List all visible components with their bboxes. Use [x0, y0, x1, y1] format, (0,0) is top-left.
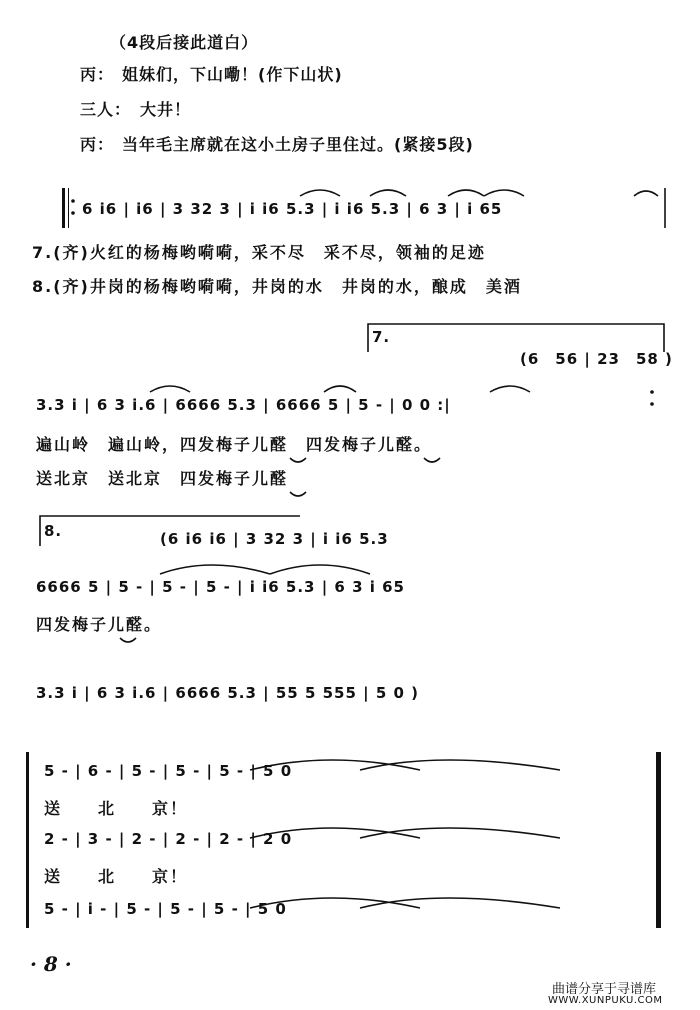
volta-bracket — [368, 324, 664, 352]
voice-2-lyric: 送 北 京！ — [44, 867, 189, 886]
voice-3-notation: 5 - | i - | 5 - | 5 - | 5 - | 5 0 — [44, 900, 287, 918]
lyric-line: 四发梅子儿醛。 — [36, 615, 163, 634]
tie — [250, 828, 420, 838]
page-number: · 8 · — [30, 952, 72, 976]
notation-line: 6 i6 | i6 | 3 32 3 | i i6 5.3 | i i6 5.3 | 6 3 | i 65 — [82, 200, 503, 218]
speaker-label: 丙： — [80, 65, 115, 84]
slur — [324, 386, 356, 392]
volta-label: 8. — [44, 522, 63, 540]
voice-1-notation: 5 - | 6 - | 5 - | 5 - | 5 - | 5 0 — [44, 762, 293, 780]
slur — [290, 492, 306, 496]
slur — [270, 565, 370, 574]
speaker-label: 三人： — [80, 100, 132, 119]
section-note: （4段后接此道白） — [110, 33, 259, 52]
intro-notation: (6 56 | 23 58 ) — [520, 350, 673, 368]
watermark-url: WWW.XUNPUKU.COM — [548, 995, 663, 1006]
dialogue-line: 当年毛主席就在这小土房子里住过。(紧接5段) — [122, 135, 474, 154]
slur — [160, 565, 270, 574]
voice-2-notation: 2 - | 3 - | 2 - | 2 - | 2 - | 2 0 — [44, 830, 293, 848]
notation-line: 6666 5 | 5 - | 5 - | 5 - | i i6 5.3 | 6 3 i 65 — [36, 578, 405, 596]
speaker-label: 丙： — [80, 135, 115, 154]
notation-line: 3.3 i | 6 3 i.6 | 6666 5.3 | 6666 5 | 5 - | 0 0 :| — [36, 396, 451, 414]
slur — [370, 190, 406, 196]
slur — [424, 458, 440, 462]
tie — [250, 898, 420, 908]
volta-bracket — [40, 516, 300, 546]
slur — [290, 458, 306, 462]
lyric-verse-7: 7.(齐)火红的杨梅哟嗬嗬，采不尽 采不尽，领袖的足迹 — [32, 243, 486, 262]
slur — [120, 638, 136, 642]
slur — [490, 386, 530, 392]
lyric-verse-8: 8.(齐)井岗的杨梅哟嗬嗬，井岗的水 井岗的水，酿成 美酒 — [32, 277, 522, 296]
volta-label: 7. — [372, 328, 391, 346]
tie — [250, 760, 420, 770]
upper-notation: (6 i6 i6 | 3 32 3 | i i6 5.3 — [160, 530, 389, 548]
slur — [634, 191, 658, 196]
lyric-line: 送北京 送北京 四发梅子儿醛 — [36, 469, 289, 488]
dialogue-line: 姐妹们，下山嘞！(作下山状) — [122, 65, 343, 84]
lyric-line: 遍山岭 遍山岭，四发梅子儿醛 四发梅子儿醛。 — [36, 435, 433, 454]
dialogue-line: 大井！ — [140, 100, 192, 119]
slur — [150, 386, 190, 392]
voice-1-lyric: 送 北 京！ — [44, 799, 189, 818]
slur — [300, 190, 340, 196]
notation-line: 3.3 i | 6 3 i.6 | 6666 5.3 | 55 5 555 | 5 0 ) — [36, 684, 420, 702]
slur — [448, 190, 484, 196]
watermark-text: 曲谱分享于寻谱库 — [552, 982, 657, 997]
slur — [484, 190, 524, 196]
